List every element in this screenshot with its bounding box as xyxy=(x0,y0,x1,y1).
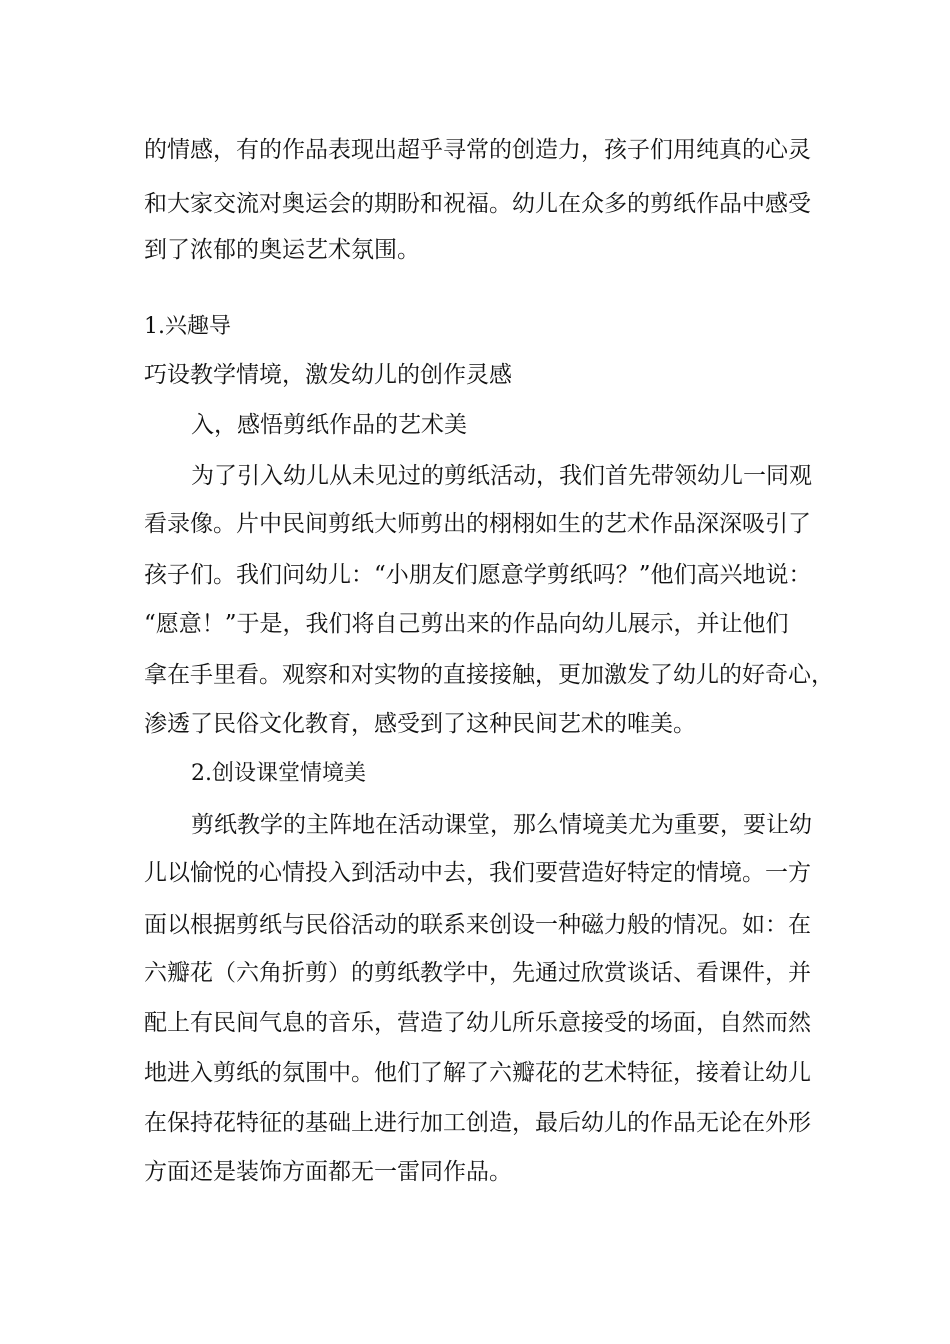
paragraph-line: 的情感，有的作品表现出超乎寻常的创造力，孩子们用纯真的心灵 xyxy=(144,137,811,163)
paragraph-line: 和大家交流对奥运会的期盼和祝福。幼儿在众多的剪纸作品中感受 xyxy=(144,191,811,217)
paragraph-line: 孩子们。我们问幼儿：“小朋友们愿意学剪纸吗？”他们高兴地说： xyxy=(144,562,812,588)
paragraph-line: 面以根据剪纸与民俗活动的联系来创设一种磁力般的情况。如：在 xyxy=(144,912,811,938)
paragraph-line: 地进入剪纸的氛围中。他们了解了六瓣花的艺术特征，接着让幼儿 xyxy=(144,1060,811,1086)
paragraph-line: “愿意！”于是，我们将自己剪出来的作品向幼儿展示，并让他们 xyxy=(144,611,789,637)
paragraph-line: 配上有民间气息的音乐，营造了幼儿所乐意接受的场面，自然而然 xyxy=(144,1010,811,1036)
paragraph-line: 看录像。片中民间剪纸大师剪出的栩栩如生的艺术作品深深吸引了 xyxy=(144,511,811,537)
section-2-heading: 2.创设课堂情境美 xyxy=(191,761,366,786)
paragraph-line: 在保持花特征的基础上进行加工创造，最后幼儿的作品无论在外形 xyxy=(144,1110,811,1136)
paragraph-line: 为了引入幼儿从未见过的剪纸活动，我们首先带领幼儿一同观 xyxy=(191,463,812,489)
paragraph-line: 六瓣花（六角折剪）的剪纸教学中，先通过欣赏谈话、看课件，并 xyxy=(144,960,811,986)
section-1-title-continuation: 入，感悟剪纸作品的艺术美 xyxy=(191,412,467,438)
section-1-number-title: 1.兴趣导 xyxy=(144,314,231,339)
paragraph-line: 儿以愉悦的心情投入到活动中去，我们要营造好特定的情境。一方 xyxy=(144,860,811,886)
paragraph-line: 拿在手里看。观察和对实物的直接接触，更加激发了幼儿的好奇心， xyxy=(144,662,834,688)
section-1-subtitle: 巧设教学情境，激发幼儿的创作灵感 xyxy=(144,362,512,388)
paragraph-line: 渗透了民俗文化教育，感受到了这种民间艺术的唯美。 xyxy=(144,711,696,737)
paragraph-line: 到了浓郁的奥运艺术氛围。 xyxy=(144,237,420,263)
paragraph-line: 方面还是装饰方面都无一雷同作品。 xyxy=(144,1159,512,1185)
paragraph-line: 剪纸教学的主阵地在活动课堂，那么情境美尤为重要，要让幼 xyxy=(191,812,812,838)
